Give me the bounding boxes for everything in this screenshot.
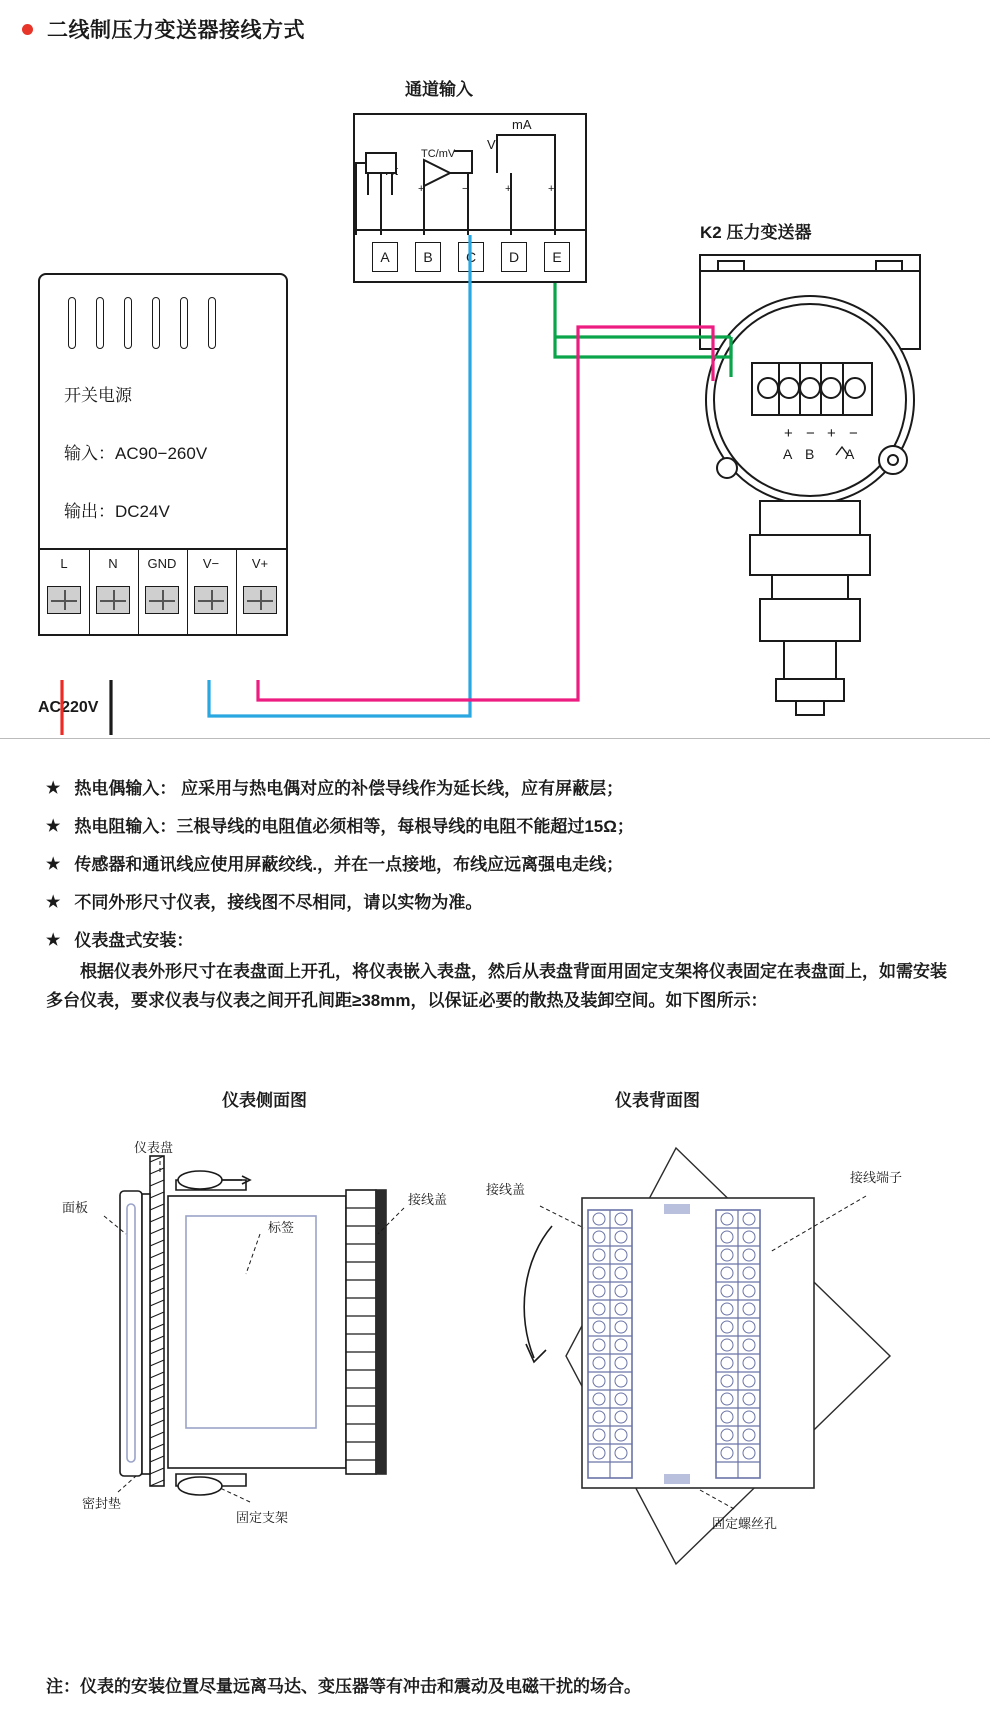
- page-title: [22, 14, 305, 44]
- label-ma: mA: [512, 117, 532, 132]
- wire-blue: [209, 235, 470, 716]
- label-minus-left: −: [462, 183, 469, 195]
- panel-mount-diagrams: [0, 1086, 990, 1646]
- label-plus-left: +: [418, 183, 425, 195]
- svg-text:+: +: [784, 425, 793, 442]
- label-gasket: 密封垫: [82, 1496, 122, 1511]
- note-item: [46, 854, 956, 876]
- channel-terminal-e: E: [544, 242, 570, 272]
- star-icon: ★: [46, 780, 61, 797]
- note-text: 热电阻输入：三根导线的电阻值必须相等，每根导线的电阻不能超过15Ω；: [74, 817, 634, 837]
- star-icon: ★: [46, 932, 61, 950]
- label-v: V: [487, 137, 496, 152]
- wiring-diagram-top: [0, 55, 990, 735]
- ps-terminal-label-n: N: [108, 556, 118, 571]
- svg-text:B: B: [805, 446, 815, 462]
- star-icon: ★: [46, 818, 61, 836]
- label-screw-hole: 固定螺丝孔: [712, 1516, 778, 1531]
- channel-terminal-a: A: [372, 242, 398, 272]
- svg-text:A: A: [783, 446, 793, 462]
- svg-text:−: −: [849, 425, 858, 442]
- label-tc-mv: TC/mV: [421, 148, 456, 160]
- star-icon: ★: [46, 894, 61, 912]
- transmitter-housing: [700, 255, 920, 715]
- page-title-text: 二线制压力变送器接线方式: [47, 19, 305, 42]
- power-supply-name: 开关电源: [64, 386, 132, 405]
- ps-terminal-label-vminus: V−: [202, 556, 220, 571]
- note-text: 不同外形尺寸仪表，接线图不尽相同，请以实物为准。: [74, 893, 483, 913]
- channel-terminal-d: D: [501, 242, 527, 272]
- ps-terminal-label-vplus: V+: [251, 556, 269, 571]
- label-bracket: 固定支架: [236, 1510, 289, 1525]
- ps-terminal-label-l: L: [60, 556, 68, 571]
- label-plus-right: +: [548, 183, 555, 195]
- diagram-vector-layer: [0, 55, 990, 735]
- note-text: 仪表盘式安装：: [74, 931, 194, 951]
- note-item: [46, 892, 956, 914]
- side-view-title: 仪表侧面图: [222, 1091, 307, 1110]
- note-item: [46, 930, 956, 952]
- svg-text:+: +: [827, 425, 836, 442]
- power-supply-output: 输出：DC24V: [64, 502, 170, 521]
- channel-terminal-c: C: [458, 242, 484, 272]
- note-text: 热电偶输入： 应采用与热电偶对应的补偿导线作为延长线，应有屏蔽层；: [74, 779, 624, 798]
- channel-terminal-b: B: [415, 242, 441, 272]
- star-icon: ★: [46, 856, 61, 874]
- wire-magenta: [258, 327, 713, 700]
- transmitter-title: K2 压力变送器: [700, 223, 812, 242]
- mains-label: AC220V: [38, 699, 99, 716]
- label-plus-mid: +: [505, 183, 512, 195]
- svg-text:−: −: [806, 425, 815, 442]
- channel-input-title: 通道输入: [405, 80, 473, 99]
- back-view-title: 仪表背面图: [615, 1091, 700, 1110]
- section-divider: [0, 738, 990, 739]
- label-tag: 标签: [268, 1220, 295, 1235]
- label-terminal-cover-side: 接线盖: [408, 1192, 448, 1207]
- note-text: 传感器和通讯线应使用屏蔽绞线.，并在一点接地，布线应远离强电走线；: [74, 855, 624, 875]
- note-item: [46, 816, 956, 838]
- note-item: [46, 778, 956, 800]
- power-supply-input: 输入：AC90−260V: [64, 444, 208, 463]
- footnote: 注：仪表的安装位置尽量远离马达、变压器等有冲击和震动及电磁干扰的场合。: [46, 1677, 641, 1696]
- bullet-icon: [22, 24, 33, 35]
- label-face-plate: 面板: [62, 1200, 89, 1215]
- ps-terminal-label-gnd: GND: [147, 556, 177, 571]
- note-body-paragraph: 根据仪表外形尺寸在表盘面上开孔，将仪表嵌入表盘，然后从表盘背面用固定支架将仪表固定在表盘面上，如需安装多台仪表，要求仪表与仪表之间开孔间距≥38mm，以保证必要的散热及装卸空间。如下图所示：: [46, 962, 947, 1010]
- label-terminal-cover-back: 接线盖: [486, 1182, 526, 1197]
- label-terminal-block: 接线端子: [850, 1170, 903, 1185]
- panel-mount-vector-layer: [0, 1086, 990, 1646]
- label-panel-board: 仪表盘: [134, 1140, 174, 1155]
- svg-text:A: A: [845, 446, 855, 462]
- notes-list: [46, 778, 956, 1015]
